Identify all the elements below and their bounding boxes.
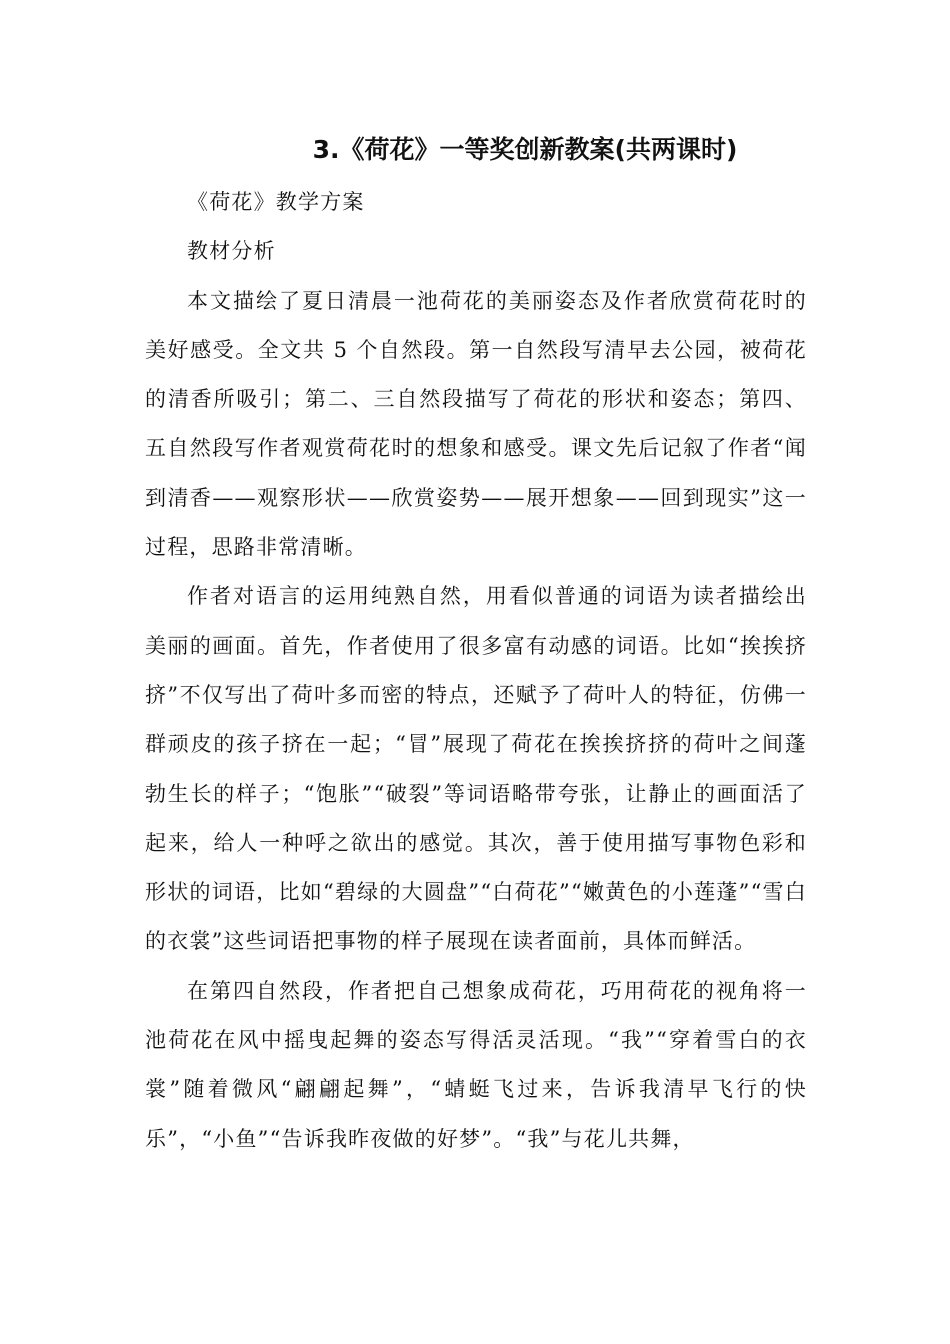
paragraph: 作者对语言的运用纯熟自然，用看似普通的词语为读者描绘出美丽的画面。首先，作者使用了很多富有动感的词语。比如“挨挨挤挤”不仅写出了荷叶多而密的特点，还赋予了荷叶人的特征，仿佛一群顽皮的孩子挤在一起；“冒”展现了荷花在挨挨挤挤的荷叶之间蓬勃生长的样子；“饱胀”“破裂”等词语略带夸张，让静止的画面活了起来，给人一种呼之欲出的感觉。其次，善于使用描写事物色彩和形状的词语，比如“碧绿的大圆盘”“白荷花”“嫩黄色的小莲蓬”“雪白的衣裳”这些词语把事物的样子展现在读者面前，具体而鲜活。 [145, 584, 807, 954]
document-title: 3.《荷花》一等奖创新教案(共两课时) [312, 135, 738, 164]
document-body [145, 178, 807, 1164]
paragraph: 本文描绘了夏日清晨一池荷花的美丽姿态及作者欣赏荷花时的美好感受。全文共 5 个自然段。第一自然段写清早去公园，被荷花的清香所吸引；第二、三自然段描写了荷花的形状和姿态；第四、五自然段写作者观赏荷花时的想象和感受。课文先后记叙了作者“闻到清香——观察形状——欣赏姿势——展开想象——回到现实”这一过程，思路非常清晰。 [145, 288, 807, 560]
paragraph: 在第四自然段，作者把自己想象成荷花，巧用荷花的视角将一池荷花在风中摇曳起舞的姿态写得活灵活现。“我”“穿着雪白的衣裳”随着微风“翩翩起舞”，“蜻蜓飞过来，告诉我清早飞行的快乐”，“小鱼”“告诉我昨夜做的好梦”。“我”与花儿共舞， [145, 978, 807, 1151]
section-heading: 教材分析 [187, 239, 276, 264]
document-subtitle: 《荷花》教学方案 [187, 190, 365, 214]
